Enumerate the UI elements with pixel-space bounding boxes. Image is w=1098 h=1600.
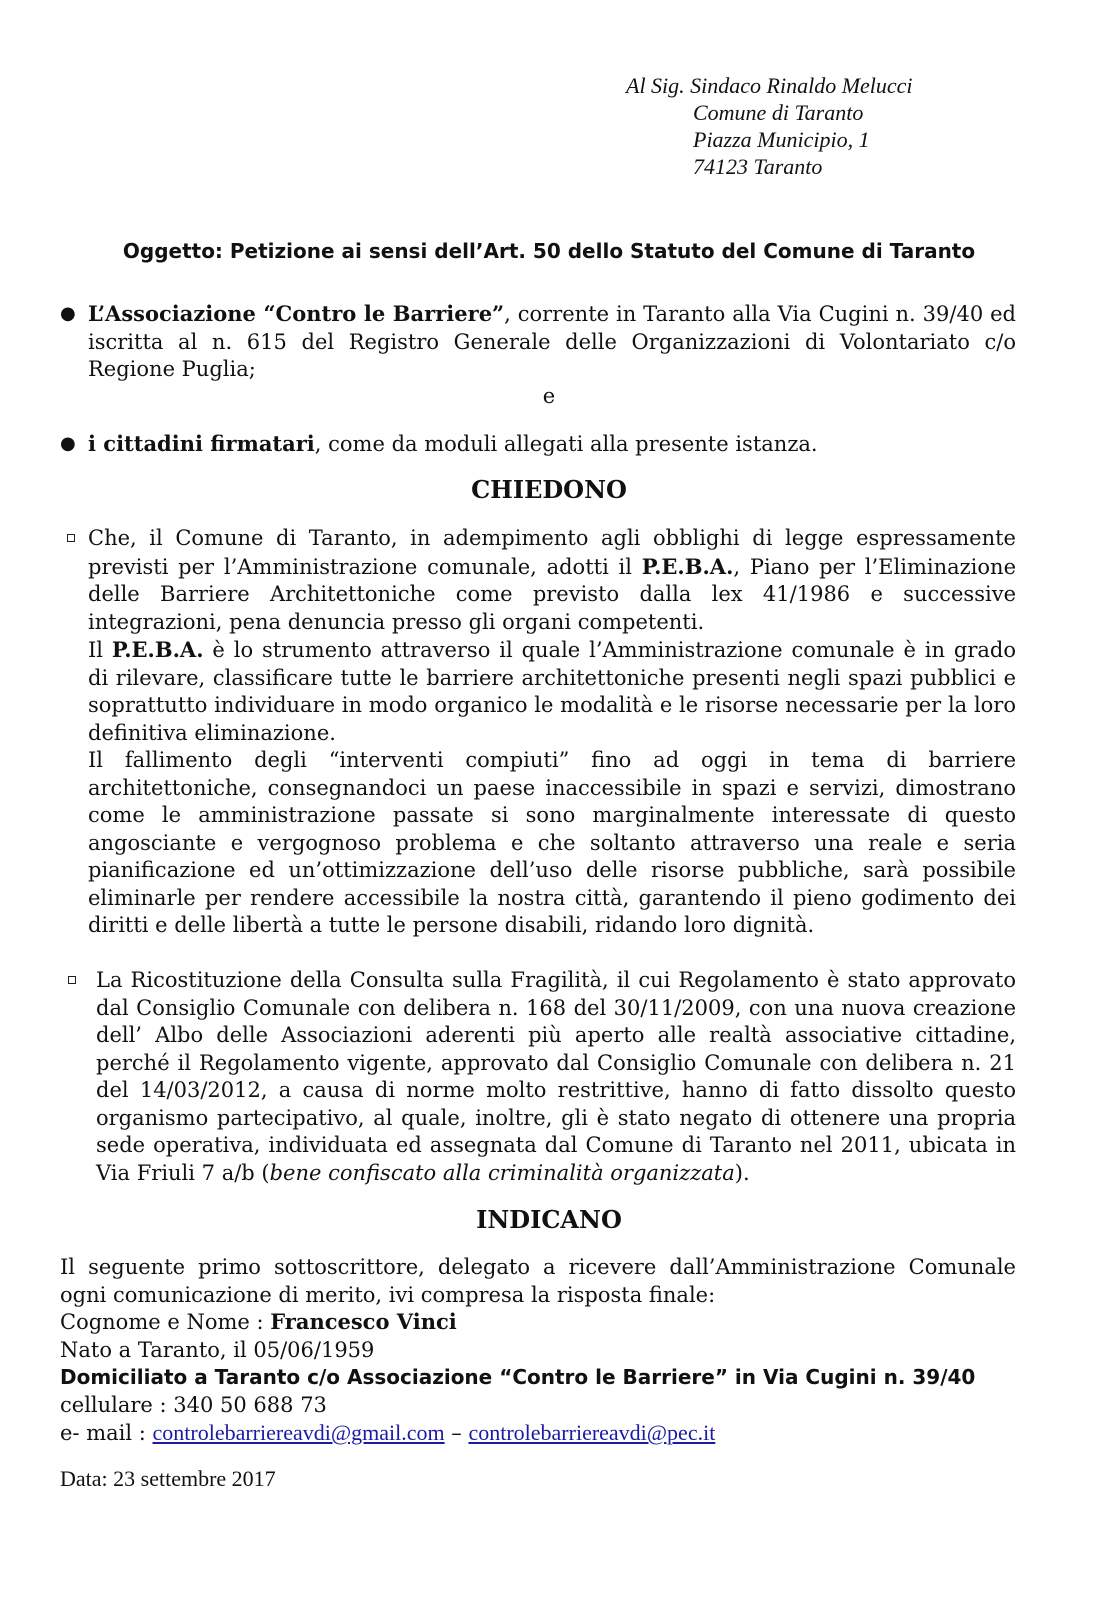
citizens-label: i cittadini firmatari xyxy=(88,431,315,456)
bullet-citizens xyxy=(60,430,1016,459)
signer-details xyxy=(60,1308,1040,1448)
request-text: , Piano per l’Eliminazione delle Barriere Architettoniche come previsto dalla lex 41/1986 e successive integrazioni, pena denuncia presso gli organi competenti. xyxy=(88,554,1016,634)
document-date: Data: 23 settembre 2017 xyxy=(60,1466,276,1491)
email-link-gmail[interactable]: controlebarriereavdi@gmail.com xyxy=(152,1420,445,1445)
peba-acronym: P.E.B.A. xyxy=(111,637,204,662)
signer-phone: cellulare : 340 50 688 73 xyxy=(60,1392,327,1417)
request-text: è lo strumento attraverso il quale l’Amministrazione comunale è in grado di rilevare, classificare tutte le barriere architettoniche presenti negli spazi pubblici e soprattutto individuare in modo organico le modalità e le risorse necessarie per la loro definitiva eliminazione. xyxy=(88,638,1017,745)
request-peba-paragraph-1 xyxy=(88,525,1016,636)
heading-indicano: INDICANO xyxy=(476,1205,622,1234)
recipient-line-4: 74123 Taranto xyxy=(693,154,823,179)
conjunction: e xyxy=(542,384,556,408)
request-text: Il xyxy=(88,638,112,662)
recipient-line-3: Piazza Municipio, 1 xyxy=(693,127,870,152)
request-peba-paragraph-3: Il fallimento degli “interventi compiuti” fino ad oggi in tema di barriere architettoniche, consegnandoci un paese inaccessibile in spazi e servizi, dimostrano come le amministrazione passate si sono marginalmente interessate di questo angosciante e vergognoso problema e che soltanto attraverso una reale e seria pianificazione ed un’ottimizzazione dell’uso delle risorse pubbliche, sarà possibile eliminarle per rendere accessibile la nostra città, garantendo il pieno godimento dei diritti e delle libertà a tutte le persone disabili, ridando loro dignità. xyxy=(88,748,1016,937)
heading-chiedono: CHIEDONO xyxy=(471,475,627,504)
association-details: , corrente in Taranto alla Via Cugini n. 39/40 ed iscritta al n. 615 del Registro Generale delle Organizzazioni di Volontariato c/o Regione Puglia; xyxy=(88,302,1016,381)
request-text: La Ricostituzione della Consulta sulla Fragilità, il cui Regolamento è stato approvato dal Consiglio Comunale con delibera n. 168 del 30/11/2009, con una nuova creazione dell’ Albo delle Associazioni aderenti più aperto alle realtà associative cittadine, perché il Regolamento vigente, approvato dal Consiglio Comunale con delibera n. 21 del 14/03/2012, a causa di norme molto restrittive, hanno di fatto dissolto questo organismo partecipativo, al quale, inoltre, gli è stato negato di ottenere una propria sede operativa, individuata ed assegnata dal Comune di Taranto nel 2011, ubicata in Via Friuli 7 a/b ( xyxy=(96,968,1016,1185)
bullet-association xyxy=(60,300,1016,384)
checkbox-square-icon xyxy=(67,534,75,542)
signer-name: Francesco Vinci xyxy=(270,1309,457,1334)
recipient-address xyxy=(626,72,913,180)
request-peba-paragraph-2 xyxy=(88,636,1016,747)
request-text: ). xyxy=(734,1160,750,1185)
signer-email-line xyxy=(60,1419,1040,1448)
citizens-details: , come da moduli allegati alla presente istanza. xyxy=(314,432,818,456)
signer-domicile: Domiciliato a Taranto c/o Associazione “Contro le Barriere” in Via Cugini n. 39/40 xyxy=(60,1365,976,1389)
name-label: Cognome e Nome : xyxy=(60,1310,271,1334)
recipient-line-2: Comune di Taranto xyxy=(693,100,864,125)
peba-acronym: P.E.B.A. xyxy=(641,553,734,579)
request-consulta xyxy=(96,967,1016,1187)
email-label: e- mail : xyxy=(60,1421,153,1445)
bullet-dot-icon: ● xyxy=(60,303,76,324)
request-text: Che, il Comune di Taranto, in adempimento agli obblighi di legge espressamente previsti per l’Amministrazione comunale, adotti il xyxy=(88,526,1016,579)
signer-name-line xyxy=(60,1308,1040,1337)
email-link-pec[interactable]: controlebarriereavdi@pec.it xyxy=(468,1420,716,1445)
subject-line: Oggetto: Petizione ai sensi dell’Art. 50 dello Statuto del Comune di Taranto xyxy=(122,239,976,263)
email-separator: – xyxy=(444,1421,469,1445)
association-name: L’Associazione “Contro le Barriere” xyxy=(88,301,505,326)
request-peba xyxy=(88,525,1016,940)
request-italic-note: bene confiscato alla criminalità organizzata xyxy=(269,1160,735,1185)
bullet-dot-icon: ● xyxy=(60,433,76,454)
recipient-line-1: Al Sig. Sindaco Rinaldo Melucci xyxy=(626,73,913,98)
signer-birth: Nato a Taranto, il 05/06/1959 xyxy=(60,1337,375,1362)
checkbox-square-icon xyxy=(68,976,76,984)
signer-intro: Il seguente primo sottoscrittore, delegato a ricevere dall’Amministrazione Comunale ogni comunicazione di merito, ivi compresa la risposta finale: xyxy=(60,1255,1016,1307)
